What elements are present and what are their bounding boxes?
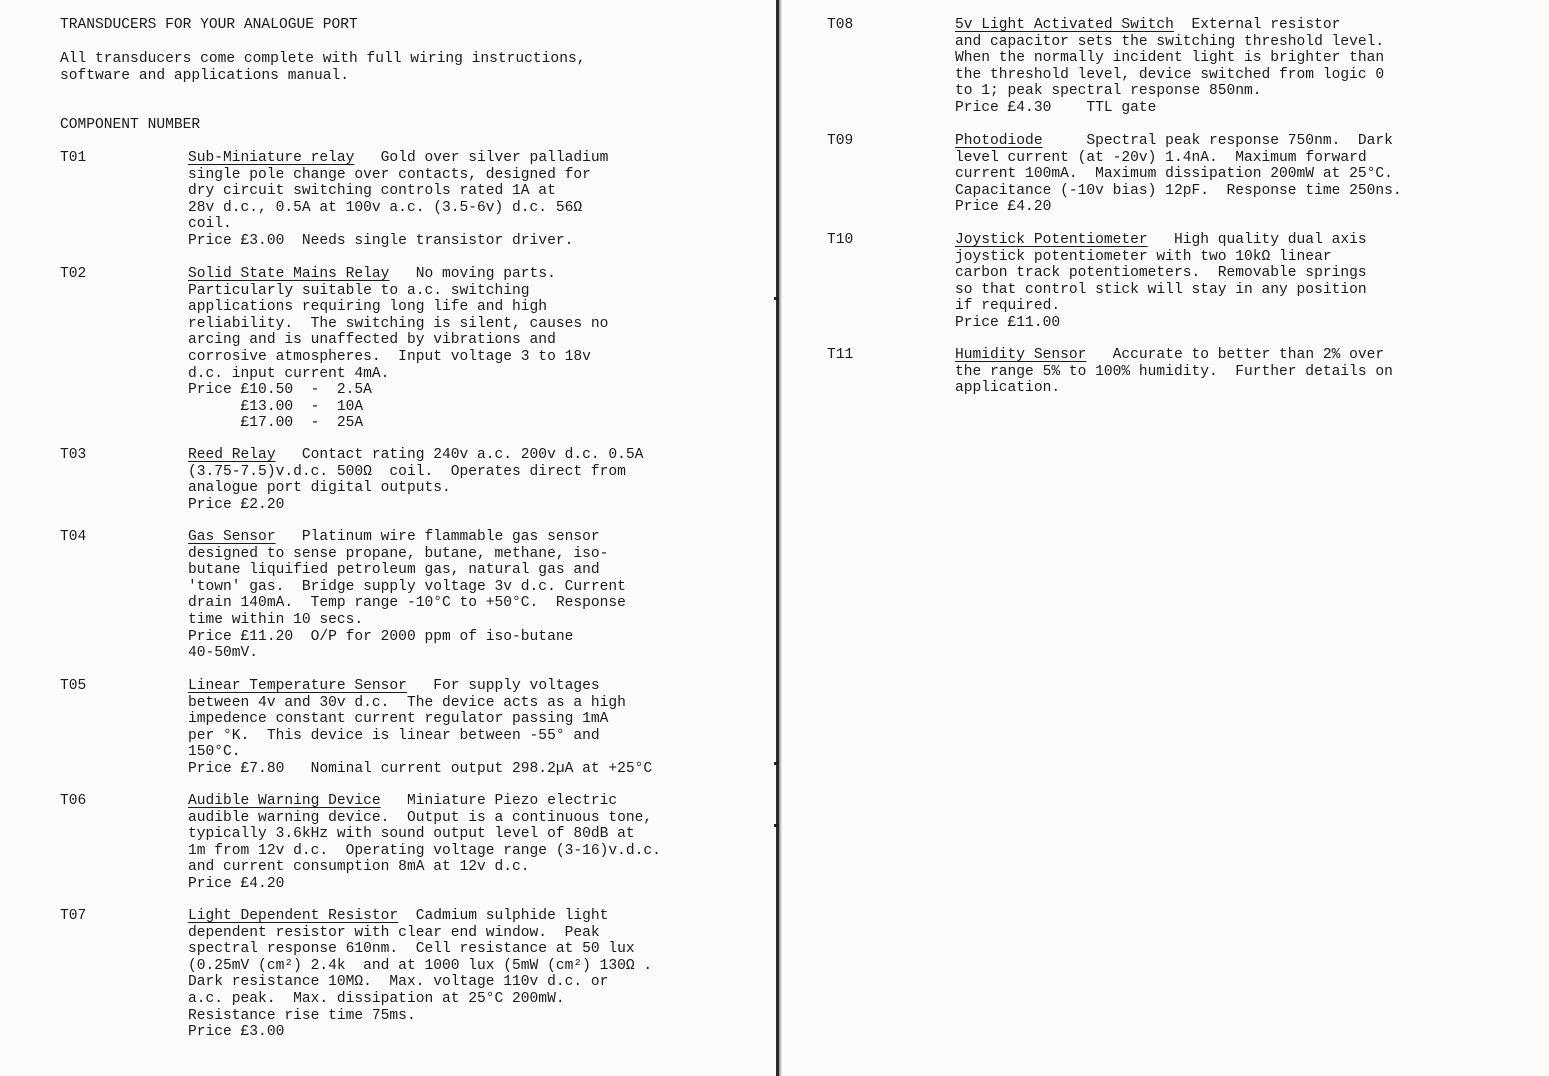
binding-mark [774,824,779,827]
price-line: Price £4.20 [955,199,1052,216]
component-title: 5v Light Activated Switch [955,17,1174,33]
price-line: £17.00 - 25A [188,415,364,432]
right-page [781,0,1549,1076]
component-title: Solid State Mains Relay [188,266,390,282]
price-line: Price £3.00 [188,1024,285,1041]
component-title: Audible Warning Device [188,793,381,809]
component-code: T01 [60,150,87,166]
binding-mark [774,762,779,765]
component-code: T11 [827,347,854,363]
intro-line-2: software and applications manual. [60,67,350,84]
price-line: Price £10.50 - 2.5A [188,382,372,399]
component-code: T06 [60,793,87,809]
price-line: Price £2.20 [188,496,285,513]
component-description: Photodiode Spectral peak response 750nm. Dark level current (at -20v) 1.4nA. Maximum forward current 100mA. Maximum dissipation 200mW at 25°C. Capacitance (-10v bias) 12pF. Response time 250ns. Price £4.20 [955,133,1402,216]
component-description: Audible Warning Device Miniature Piezo electric audible warning device. Output is a continuous tone, typically 3.6kHz with sound output level of 80dB at 1m from 12v d.c. Operating voltage range (3-16)v.d.c. and current consumption 8mA at 12v d.c. Price £4.20 [188,793,661,892]
component-description: 5v Light Activated Switch External resistor and capacitor sets the switching threshold level. When the normally incident light is brighter than the threshold level, device switched from logic 0 to 1; peak spectral response 850nm. Price £4.30 TTL gate [955,17,1385,116]
component-description: Solid State Mains Relay No moving parts. Particularly suitable to a.c. switching applications requiring long life and high reliability. The switching is silent, causes no arcing and is unaffected by vibrations and corrosive atmospheres. Input voltage 3 to 18v d.c. input current 4mA. Price £10.50 - 2.5A £13.00 - 10A £17.00 - 25A [188,266,609,432]
component-description: Sub-Miniature relay Gold over silver palladium single pole change over contacts, designed for dry circuit switching controls rated 1A at 28v d.c., 0.5A at 100v a.c. (3.5-6v) d.c. 56Ω coil. Price £3.00 Needs single transistor driver. [188,150,609,249]
price-line: Price £11.20 O/P for 2000 ppm of iso-butane [188,628,574,645]
component-title: Gas Sensor [188,529,276,545]
component-code: T09 [827,133,854,149]
intro-line-1: All transducers come complete with full wiring instructions, [60,51,586,67]
component-title: Photodiode [955,133,1043,149]
component-code: T05 [60,678,87,694]
component-description: Reed Relay Contact rating 240v a.c. 200v d.c. 0.5A (3.75-7.5)v.d.c. 500Ω coil. Operates direct from analogue port digital outputs. Price £2.20 [188,447,644,513]
price-line: Price £11.00 [955,314,1061,331]
component-title: Sub-Miniature relay [188,150,355,166]
price-line: Price £3.00 Needs single transistor driver. [188,232,574,249]
component-title: Linear Temperature Sensor [188,678,407,694]
component-code: T07 [60,908,87,924]
component-code: T04 [60,529,87,545]
binding-mark [774,297,779,300]
price-line: Price £4.30 TTL gate [955,99,1157,116]
component-description: Gas Sensor Platinum wire flammable gas sensor designed to sense propane, butane, methane, iso- butane liquified petroleum gas, natural gas and 'town' gas. Bridge supply voltage 3v d.c. Current drain 140mA. Temp range -10°C to +50°C. Response time within 10 secs. Price £11.20 O/P for 2000 ppm of iso-butane 40-50mV. [188,529,626,662]
component-title: Humidity Sensor [955,347,1087,363]
price-line: Price £7.80 Nominal current output 298.2µA at +25°C [188,760,653,777]
component-description: Linear Temperature Sensor For supply voltages between 4v and 30v d.c. The device acts as a high impedence constant current regulator passing 1mA per °K. This device is linear between -55° and 150°C. Price £7.80 Nominal current output 298.2µA at +25°C [188,678,653,777]
component-title: Light Dependent Resistor [188,908,399,924]
component-code: T10 [827,232,854,248]
component-code: T08 [827,17,854,33]
component-code: T02 [60,266,87,282]
component-title: Joystick Potentiometer [955,232,1148,248]
component-code: T03 [60,447,87,463]
price-line: Price £4.20 [188,875,285,892]
component-number-header: COMPONENT NUMBER [60,117,201,133]
price-line: £13.00 - 10A [188,398,364,415]
component-description: Humidity Sensor Accurate to better than 2% over the range 5% to 100% humidity. Further details on application. [955,347,1393,397]
component-title: Reed Relay [188,447,276,463]
page-title: TRANSDUCERS FOR YOUR ANALOGUE PORT [60,17,358,33]
component-description: Light Dependent Resistor Cadmium sulphide light dependent resistor with clear end window. Peak spectral response 610nm. Cell resistance at 50 lux (0.25mV (cm²) 2.4k and at 1000 lux (5mW (cm²) 130Ω . Dark resistance 10MΩ. Max. voltage 110v d.c. or a.c. peak. Max. dissipation at 25°C 200mW. Resistance rise time 75ms. Price £3.00 [188,908,653,1041]
component-description: Joystick Potentiometer High quality dual axis joystick potentiometer with two 10kΩ linear carbon track potentiometers. Removable springs so that control stick will stay in any position if required. Price £11.00 [955,232,1367,331]
